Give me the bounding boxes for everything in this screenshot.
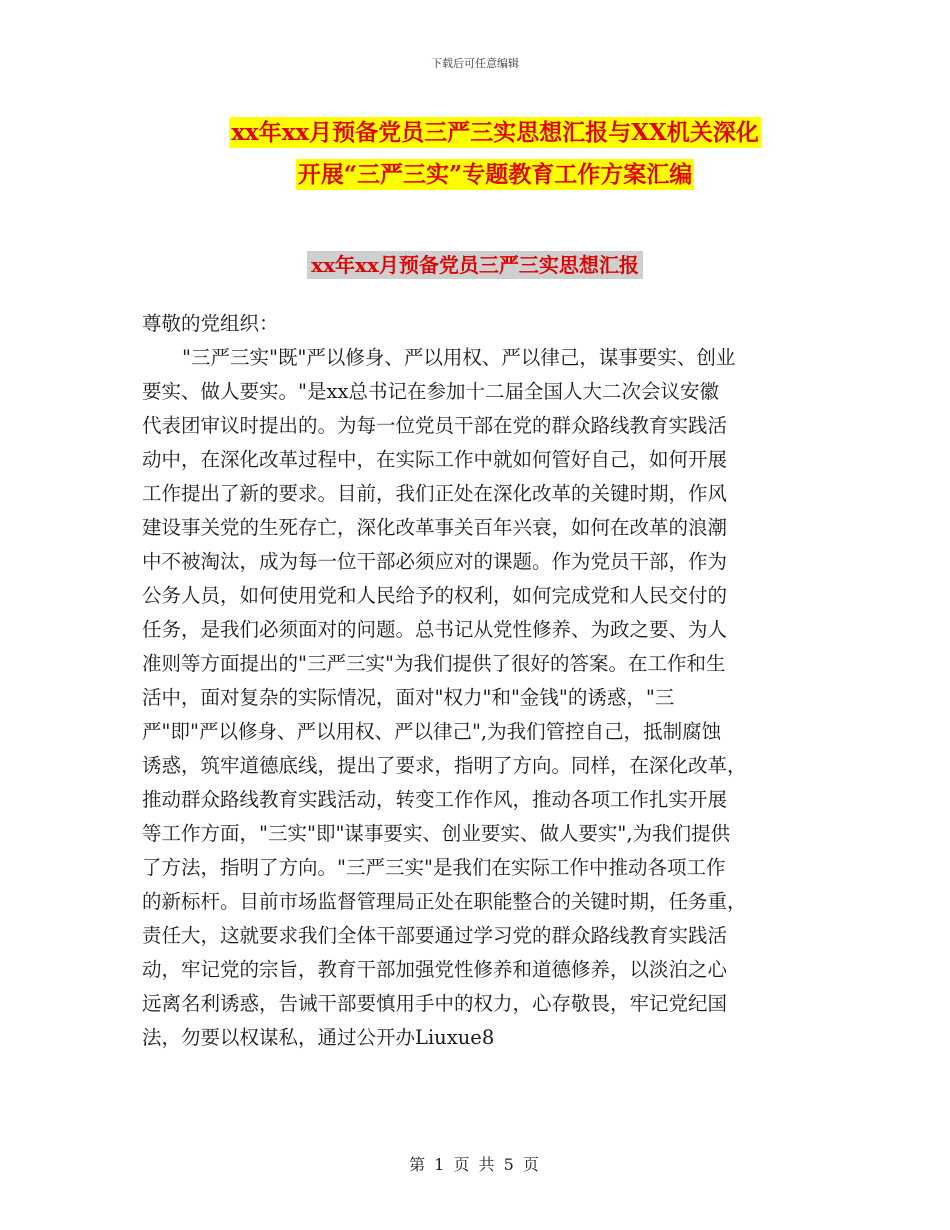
body-line: 诱惑，筑牢道德底线，提出了要求，指明了方向。同样，在深化改革， bbox=[142, 754, 747, 777]
page-number-footer: 第 1 页 共 5 页 bbox=[409, 1155, 541, 1174]
section-subtitle-text: xx年xx月预备党员三严三实思想汇报 bbox=[307, 251, 643, 279]
title-line-1-text: xx年xx月预备党员三严三实思想汇报与XX机关深化 bbox=[231, 119, 759, 146]
body-line: 远离名利诱惑，告诫干部要慎用手中的权力，心存敬畏，牢记党纪国 bbox=[142, 992, 728, 1015]
body-line: 要实、做人要实。"是xx总书记在参加十二届全国人大二次会议安徽 bbox=[142, 380, 719, 403]
body-line: 工作提出了新的要求。目前，我们正处在深化改革的关键时期，作风 bbox=[142, 482, 728, 505]
body-line: 建设事关党的生死存亡，深化改革事关百年兴衰，如何在改革的浪潮 bbox=[142, 516, 728, 539]
body-line: 了方法，指明了方向。"三严三实"是我们在实际工作中推动各项工作 bbox=[142, 856, 726, 879]
body-line: 公务人员，如何使用党和人民给予的权利，如何完成党和人民交付的 bbox=[142, 584, 728, 607]
title-line-2-text: 开展“三严三实”专题教育工作方案汇编 bbox=[297, 161, 693, 188]
body-line: 的新标杆。目前市场监督管理局正处在职能整合的关键时期，任务重， bbox=[142, 890, 747, 913]
body-line: 任务，是我们必须面对的问题。总书记从党性修养、为政之要、为人 bbox=[142, 618, 728, 641]
body-line: 严"即"严以修身、严以用权、严以律己",为我们管控自己，抵制腐蚀 bbox=[142, 720, 722, 743]
body-line: 推动群众路线教育实践活动，转变工作作风，推动各项工作扎实开展 bbox=[142, 788, 728, 811]
body-line: 法，勿要以权谋私，通过公开办Liuxue8 bbox=[142, 1026, 495, 1049]
section-subtitle bbox=[0, 249, 950, 278]
document-title-line-1 bbox=[110, 114, 880, 147]
body-paragraph bbox=[142, 341, 810, 1055]
body-line: 责任大，这就要求我们全体干部要通过学习党的群众路线教育实践活 bbox=[142, 924, 728, 947]
body-line: 动，牢记党的宗旨，教育干部加强党性修养和道德修养，以淡泊之心 bbox=[142, 958, 728, 981]
salutation: 尊敬的党组织： bbox=[142, 312, 279, 335]
body-line: 代表团审议时提出的。为每一位党员干部在党的群众路线教育实践活 bbox=[142, 414, 728, 437]
body-line: 准则等方面提出的"三严三实"为我们提供了很好的答案。在工作和生 bbox=[142, 652, 726, 675]
body-line: 等工作方面，"三实"即"谋事要实、创业要实、做人要实",为我们提供 bbox=[142, 822, 731, 845]
header-note: 下载后可任意编辑 bbox=[431, 57, 519, 70]
body-line: "三严三实"既"严以修身、严以用权、严以律己，谋事要实、创业 bbox=[182, 346, 736, 369]
body-line: 动中，在深化改革过程中，在实际工作中就如何管好自己，如何开展 bbox=[142, 448, 728, 471]
body-line: 活中，面对复杂的实际情况，面对"权力"和"金钱"的诱惑，"三 bbox=[142, 686, 675, 709]
document-title-line-2 bbox=[150, 156, 840, 189]
body-line: 中不被淘汰，成为每一位干部必须应对的课题。作为党员干部，作为 bbox=[142, 550, 728, 573]
